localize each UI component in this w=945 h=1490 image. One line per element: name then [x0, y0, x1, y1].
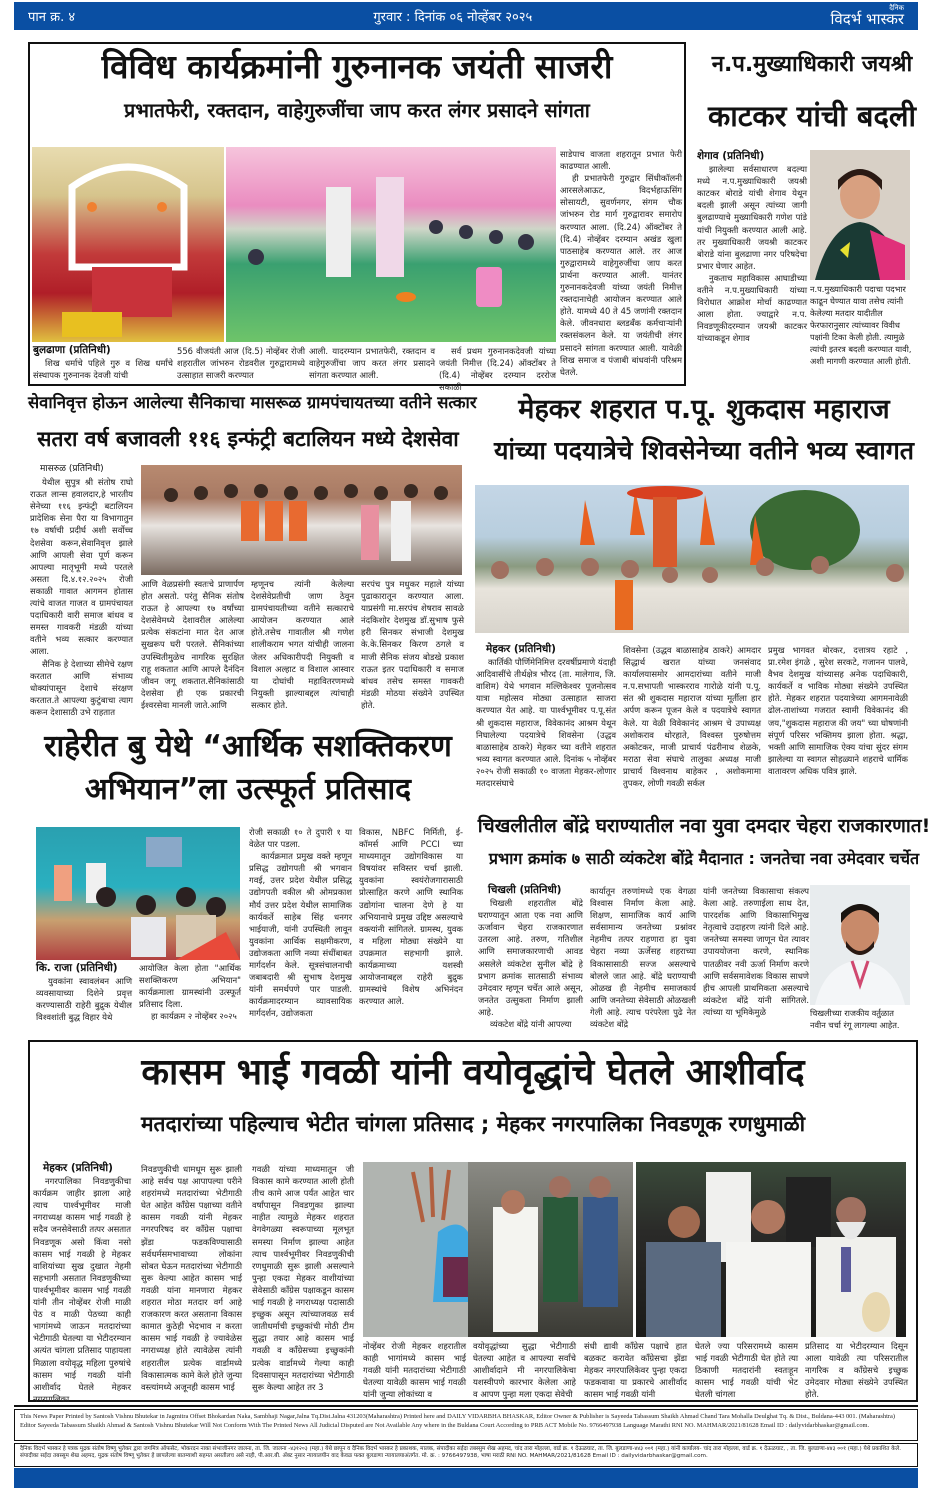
photo-kasam-elders — [636, 1162, 906, 1337]
story7-col3: गवळी यांच्या माध्यमातून जी विकास कामे करण्यात आली होती तीच कामे आज पर्यंत आहेत चार वर्षांपासून निवडणुका झाल्या नाहीत त्यामुळे मेहकर शहरात वेगवेगळ्या स्वरूपाच्या मूलभूत समस्या निर्माण झाल्या आहेत त्याच पार्श्वभूमीवर निवडणुकीची रणधुमाळी सुरू झाली असल्याने पुन्हा एकदा मेहकर वाशीयांच्या सेवेसाठी कॉंग्रेस पक्षाकडून कासम भाई गवळी हे नगराध्यक्ष पदासाठी इच्छुक असून त्यांच्याजवळ सर्व जातीधर्माची इच्छुकांची मोठी टीम सुद्धा तयार आहे कासम भाई गवळी व कॉंग्रेसच्या इच्छुकांनी प्रत्येक वार्डामध्ये गेल्या काही दिवसापासून मतदारांच्या भेटीगाठी सुरू केल्या आहेत तर 3 — [252, 1164, 354, 1392]
story7-col6: संधी द्यावी कॉंग्रेस पक्षाचे हात बळकट करावेत कॉंग्रेसचा झेंडा मेहकर नगरपालिकेवर पुन्हा एकदा फडकवावा या प्रकारचे आशीर्वाद कासम भाई गवळी यांनी — [584, 1341, 687, 1400]
issue-date: गुरवार : दिनांक ०६ नोव्हेंबर २०२५ — [373, 10, 533, 25]
logo-small: दैनिक — [889, 4, 904, 12]
story7-col1: मेहकर (प्रतिनिधी) नगरपालिका निवडणुकीचा कार्यक्रम जाहीर झाला आहे त्याच पार्श्वभूमीवर माजी नगराध्यक्ष कासम भाई गवळी हे सदैव जनसेवेसाठी तत्पर असतात निवडणूक असो किंवा नसो कासम भाई गवळी हे मेहकर वाशियांच्या सुख दुखात नेहमी सहभागी असतात निवडणुकीच्या पार्श्वभूमीवर कासम भाई गवळी यांनी तीन नोव्हेंबर रोजी माळी पेठ व माळी पेठच्या काही भागांमध्ये जाऊन मतदारांच्या भेटीगाठी घेतल्या या भेटीदरम्यान अत्यंत चांगला प्रतिसाद पाहायला मिळाला वयोवृद्ध महिला पुरुषांचे कासम भाई गवळी यांनी आशीर्वाद घेतले मेहकर नगरपालिका — [33, 1162, 131, 1404]
dateline-buldhana: बुलढाणा (प्रतिनिधी) — [33, 344, 111, 356]
story4-col1: मेहकर (प्रतिनिधी) कार्तिकी पौर्णिमेनिमित्त दरवर्षीप्रमाणे यंदाही आदिवासींचे तीर्थक्षेत्र भौरद (ता. मालेगाव, जि. वाशिम) येथे भगवान मल्लिकेश्वर पूजनोत्सव यात्रा महोत्सव मोठ्या उत्साहात साजरा करण्यात येत आहे. या पार्श्वभूमीवर प.पू.संत श्री शुकदास महाराज, विवेकानंद आश्रम येथून निघालेल्या पदयात्रेचे शिवसेना (उद्धव बाळासाहेब ठाकरे) मेहकर च्या वतीने शहरात भव्य स्वागत करण्यात आले. दिनांक ५ नोव्हेंबर २०२५ रोजी सकाळी १० वाजता मेहकर-लोणार मतदारसंघाचे — [476, 643, 616, 789]
headline-bondre: चिखलीतील बोंद्रे घराण्यातील नवा युवा दमदार चेहरा राजकारणात! — [477, 815, 931, 837]
greeting-illustration — [363, 1162, 633, 1337]
story7-col5: वयोवृद्धांच्या सुद्धा भेटीगाठी घेतल्या आहेत व आपल्या सर्वांचे आशीर्वादाने मी नगरपालिकेचा यशस्वीपणे कारभार केलेला आहे व आपण पुन्हा मला एकदा सेवेची — [473, 1341, 576, 1400]
photo-langar — [226, 147, 556, 342]
subhead-sainik: सतरा वर्ष बजावली ११६ इन्फंट्री बटालियन मध्ये देशसेवा — [37, 427, 459, 451]
story7-col2: निवडणुकीची धामधूम सुरू झाली आहे सर्वच पक्ष आपापल्या परीने शहरांमध्ये मतदारांच्या भेटीगाठी घेत आहेत कॉंग्रेस पक्षाच्या वतीने कासम गवळी यांनी मेहकर नगरपरिषद वर कॉंग्रेस पक्षाचा झेंडा फडकविण्यासाठी सर्वधर्मसमभावाच्या लोकांना सोबत घेऊन मतदारांच्या भेटीगाठी सुरू केल्या आहेत कासम भाई गवळी यांना मानणारा मेहकर शहरात मोठा मतदार वर्ग आहे राजकारण करत असताना विकास कामात कुठेही भेदभाव न करता कासम भाई गवळी हे ज्यावेळेस नगराध्यक्ष होते त्यावेळेस त्यांनी शहरातील प्रत्येक वार्डामध्ये विकासात्मक कामे केले होते जुन्या वस्त्यांमध्ये अजूनही कासम भाई — [141, 1164, 242, 1392]
story1-col4: सर्व प्रथम गुरुनानकदेवजी यांच्या जयंती निमीत्त (दि.24) ऑक्टोंबर ते (दि.4) नोव्हेंबर दरम्यान दररोज सकाळी — [439, 346, 556, 393]
story1-col3: आली. यादरम्यान प्रभातफेरी, रक्तदान व वाहेगुरुजींचा जाप करत लंगर प्रसादने सांगता करण्यात आली. — [309, 346, 435, 381]
story6-col3: यांनी जनतेच्या विकासाचा संकल्प केला आहे. तरुणाईला साथ देत, पारदर्शक आणि विकासाभिमुख नेतृत्वाचे उदाहरण त्यांनी दिले आहे. जनतेच्या समस्या जाणून घेत त्यावर उपाययोजना करणे, स्थानिक पातळीवर नवी ऊर्जा निर्माण करणे आणि सर्वसमावेशक विकास साधणे हीच आपली प्राथमिकता असल्याचे व्यंकटेश बोंद्रे यांनी सांगितले. त्यांच्या या भूमिकेमुळे — [703, 886, 809, 1017]
photo-aarthik-event — [36, 827, 240, 960]
subhead-kasam: मतदारांच्या पहिल्याच भेटीत चांगला प्रतिसाद ; मेहकर नगरपालिका निवडणूक रणधुमाळी — [140, 1112, 806, 1136]
masthead-bar — [14, 2, 918, 30]
newspaper-logo — [831, 5, 904, 27]
story1-col1: बुलढाणा (प्रतिनिधी) शिख धर्माचे पहिले गुरु व शिख धर्मांचे संस्थापक गुरुनानक देवजी यांची — [33, 344, 173, 381]
story6-col2: कार्यातून तरुणांमध्ये एक वेगळा विश्वास निर्माण केला आहे. शिक्षण, सामाजिक कार्य आणि सर्वसामान्य जनतेच्या प्रश्नांवर नेहमीच तत्पर राहणारा हा युवा चेहरा नव्या ऊर्जेसह शहराच्या विकासासाठी सज्ज असल्याचे बोलले जात आहे. बोंद्रे घराण्याची ओळख ही नेहमीच समाजकार्य आणि जनतेच्या सेवेसाठी ओळखली गेली आहे. त्याच परंपरेला पुढे नेत व्यंकटेश बोंद्रे — [590, 886, 696, 1030]
photo-bondre — [810, 885, 910, 1005]
story4-col2: शिवसेना (उद्धव बाळासाहेब ठाकरे) आमदार सिद्धार्थ खरात यांच्या जनसंवाद कार्यालयासमोर आमदारांच्या वतीने माजी न.प.सभापती भास्करराव गारोळे यांनी प.पू. संत श्री शुकदास महाराज यांच्या मूर्तीला हार अर्पण करून पूजन केले व पदयात्रेचे स्वागत केले. या वेळी विवेकानंद आश्रम चे उपाध्यक्ष अशोकराव थोरहाते, विश्वस्त पुरुषोत्तम अकोटकर, माजी प्राचार्य पंढरीनाथ शेळके, मराठा सेवा संघाचे तालुका अध्यक्ष माजी प्राचार्य विश्वनाथ बाहेकर , अशोकमामा तुपकर, लोणी गवळी सर्कल — [623, 645, 761, 789]
headline-gurunanak: विविध कार्यक्रमांनी गुरुनानक जयंती साजरी — [101, 47, 613, 86]
langar-illustration — [226, 147, 556, 342]
dateline-shegaon: शेगाव (प्रतिनिधी) — [697, 150, 765, 162]
story5-col3: रोजी सकाळी १० ते दुपारी १ या वेळेत पार पडला. कार्यक्रमात प्रमुख वक्ते म्हणून प्रसिद्ध उद्योगपती श्री भगवान गवई, उत्तर प्रदेश येथील प्रसिद्ध उद्योगपती वकील श्री ओमप्रकाश मौर्य उत्तर प्रदेश येथील सामाजिक कार्यकर्ते साहेब सिंह धनगर भाईयाजी, यांनी उपस्थिती लावून युवकांना आर्थिक सक्षमीकरण, उद्योजकता आणि नव्या संधींबाबत मार्गदर्शन केले. सूत्रसंचालनाची जबाबदारी श्री सुभाष देशमुख यांनी समर्थपणे पार पाडली. कार्यक्रमादरम्यान व्यावसायिक मार्गदर्शन, उद्योजकता — [249, 827, 352, 1019]
photo-kasam-greeting — [363, 1162, 633, 1337]
story7-col4: नोव्हेंबर रोजी मेहकर शहरातील काही भागांमध्ये कासम भाई गवळी यांनी मतदारांच्या भेटीगाठी घेतल्या यावेळी कासम भाई गवळी यांनी जुन्या लोकांच्या व — [363, 1341, 466, 1400]
dateline-mehkar-2: मेहकर (प्रतिनिधी) — [43, 1162, 113, 1174]
subhead-bondre: प्रभाग क्रमांक ७ साठी व्यंकटेश बोंद्रे मैदानात : जनतेचा नवा उमेदवार चर्चेत — [488, 849, 920, 868]
footer-imprint-marathi: दैनिक विदर्भ भास्कर हे पत्रक मुद्रक संतोष विष्णू भुतेकर द्वारा जगमित्र ऑफसेट, भोकरदन नाका संभाजीनगर जालना, ता. जि. जालना -४३१२०३ (महा.) येथे छापून व दैनिक विदर्भ भास्कर हे प्रकाशक, मालक, संपादीका सईदा तबस्सुम शेख अहमद, चांद तारा मोहल्ला, वार्ड क्र. १ देऊळघाट, ता. जि. बुलडाणा-४४३ ००१ (महा.) यांनी कार्यालय- चांद तारा मोहल्ला, वार्ड क्र. १ देऊळघाट, , ता. जि. बुलडाणा-४४३ ००१ (महा.) येथे प्रकाशित केले. संपादीका सईदा तबस्सुम शेख अहमद, मुद्रक संतोष विष्णू भुतेकर हे छापलेल्या बातम्याशी सहमत असतीलच असे नाही, पी.आर.बी. ॲक्ट नुसार न्यायालयीन वाद केवळ फक्त बुलडाणा न्यायालयाअंतर्गत. मो. क्र. : 9766497938, भाषा मराठी RNI NO. MAHMAR/2021/81628 Email ID : dailyvidarbhaskar@gmail.com. — [14, 1443, 918, 1467]
bottom-bar — [14, 1468, 918, 1488]
headline-shukdas-2: यांच्या पदयात्रेचे शिवसेनेच्या वतीने भव्य स्वागत — [493, 436, 915, 465]
story5-col1: कि. राजा (प्रतिनिधी) युवकांना स्वावलंबन आणि व्यवसायाच्या दिशेने प्रवृत्त करण्यासाठी राहेरी बुद्रुक येथील विश्वशांती बुद्ध विहार येथे — [36, 962, 132, 1023]
headline-aarthik-1: राहेरीत बु येथे “आर्थिक सशक्तिकरण — [44, 729, 452, 764]
story3-col4: सरपंच पुत्र मधुकर महाले यांच्या पुढाकारातून करण्यात आला. याप्रसंगी मा.सरपंच शेषराव सावळे नंदकिशोर देशमुख डॉ.सुभाष फुसे हरी सिनकर संभाजी देशमुख के.के.सिनकर किरण ठगले व माजी सैनिक संजय बोडखे प्रकाश राऊत इतर पदाधिकारी व समाज बांधव तसेच समस्त गावकरी मंडळी मोठया संख्येने उपस्थित होते. — [361, 579, 464, 710]
logo-text: विदर्भ भास्कर — [830, 10, 904, 28]
photo-padyatra-welcome — [475, 485, 909, 633]
katkar-caption: न.प.मुख्याधिकारी पदाचा पदभार काढून घेण्यात यावा तसेच त्यांनी केलेल्या मतदार यादीतील फेरफारानुसार त्यांच्यावर विवीध पक्षांनी टिका केली होती. त्यामुळे त्यांची इतरत्र बदली करण्यात यावी, अशी मागणी करण्यात आली होती. — [810, 284, 912, 366]
story1-col2: 556 वीजयंती आज (दि.5) नोव्हेंबर रोजी शहरातील जांभरुन रोडवरील गुरुद्वारामध्ये उत्साहात साजरी करण्यात — [177, 346, 305, 381]
dateline-chikhli: चिखली (प्रतिनिधी) — [488, 884, 562, 896]
footer-imprint-english: This News Paper Printed by Santosh Vishnu Bhutekar in Jagmitra Offset Bhokardan Naka, Sambhaji Nagar,Jalna Tq.Dist.Jalna 431203(Maharashtra) Printed here and DAILY VIDARBHA BHASKAR, Editor Owner & Publisher is Sayeeda Tabassum Shaikh Ahmad Chand Tara Mohalla Deulghat Tq. & Dist., Buldana-443 001. (Maharashtra) Editor Sayeeda Tabassum Shaikh Ahmad & Santosh Vishnu Bhutekar Will Not Conform With The Printed News All Judicial Disputed are Not Available Any where in the Buldana Court According to PRB ACT Mobile No. 9766497938 Language Marathi RNI NO. MAHMAR/2021/81628 Email ID : dailyvidarbhaskar@gmail.com. — [14, 1409, 918, 1441]
dateline-masrul: मासरुळ (प्रतिनिधी) — [40, 464, 104, 474]
headline-katkar-1: न.प.मुख्याधिकारी जयश्री — [711, 52, 913, 77]
story1-col5: साडेपाच वाजता शहरातून प्रभात फेरी काढण्यात आली. ही प्रभातफेरी गुरुद्वार सिंधीकॉलनी आरसलेआऊट, विदर्भहाऊसिंग सोसायटी, सुवर्णनगर, संगम चौक जांभरुन रोड मार्ग गुरुद्वारावर समारोप करण्यात आला. (दि.24) ऑक्टोंबर ते (दि.4) नोव्हेंबर दरम्यान अखंड खुला पाठसाहेब करण्यात आले. तर आज गुरुद्वारामध्ये वाहेगुरुजींचा जाप करत प्रार्थना करण्यात आली. यानंतर गुरुनानकदेवजी यांच्या जयंती निमीत्त रक्तदानाचेही आयोजन करण्यात आले होते. यामध्ये 40 ते 45 जणांनी रक्तदान केले. जीवनधारा ब्लडबँक कर्मचाऱ्यांनी रक्तसंकलन केले. या जयंतीची लंगर प्रसादने सांगता करण्यात आली. यावेळी शिख समाज व पंजाबी बांधवांनी परिश्रम घेतले. — [560, 149, 682, 377]
altar-illustration — [32, 147, 224, 342]
headline-katkar-2: काटकर यांची बदली — [707, 99, 917, 133]
dateline-mehkar: मेहकर (प्रतिनिधी) — [486, 643, 556, 655]
story3-col2: आणि वेळप्रसंगी स्वतःचे प्राणार्पण होत असतो. परंतु सैनिक संतोष राऊत हे आपल्या १७ वर्षांच्या देशसेवेमध्ये देशावरील आलेल्या प्रत्येक संकटांना मात देत आज सुखरूप घरी परतले. सैनिकांच्या उपस्थितीमुळेच नागरिक सुरक्षित राहू शकतात आणि आपले दैनंदिन जीवन जगू शकतात.सैनिकांसाठी देशसेवा ही एक प्रकारची ईश्वरसेवा मानली जाते.आणि — [141, 579, 244, 710]
story3-col3: म्हणूनच त्यांनी केलेल्या देशसेवेप्रतीची जाण ठेवून ग्रामपंचायतीच्या वतीने सत्काराचे आयोजन करण्यात आले होते.तसेच गावातील श्री गणेश शालीकराम भगत यांचीही जालना जेलर अधिकारीपदी नियुक्ती व विशाल अल्हाट व विशाल आस्वार या दोघांची महावितरणमध्ये नियुक्ती झाल्याबद्दल त्यांचाही सत्कार होते. — [251, 579, 354, 710]
headline-aarthik-2: अभियान”ला उत्स्फूर्त प्रतिसाद — [84, 772, 412, 807]
page-number: पान क्र. ४ — [28, 10, 76, 25]
story5-col2: आयोजित केला होता "आर्थिक सशक्तिकरण अभियान" कार्यक्रमाला ग्रामस्थांनी उत्स्फूर्त प्रतिसाद दिला. हा कार्यक्रम २ नोव्हेंबर २०२५ — [139, 963, 241, 1022]
dateline-kiraja: कि. राजा (प्रतिनिधी) — [36, 962, 118, 974]
headline-sainik: सेवानिवृत्त होऊन आलेल्या सैनिकाचा मासरूळ ग्रामपंचायतच्या वतीने सत्कार — [28, 393, 477, 412]
story3-col1: मासरुळ (प्रतिनिधी) येथील सुपुत्र श्री संतोष राघो राऊत लान्स हवालदार,हे भारतीय सेनेच्या ११६ इन्फंट्री बटालियन प्रादेशिक सेना पैरा या विभागातुन १७ वर्षाची प्रदीर्घ अशी सर्वोच्च देशसेवा करून,सेवानिवृत्त झाले आणि आपली सेवा पूर्ण करून आपल्या मातृभूमी मध्ये परतले असता दि.४.१२.२०२५ रोजी सकाळी गावात आगमन होतास त्यांचे वाजत गाजत व ग्रामपंचायत पदाधिकारी वारी समाज बांधव व समस्त गावकरी मंडळी यांच्या वतीने भव्य सत्कार करण्यात आला. सैनिक हे देशाच्या सीमेचे रक्षण करतात आणि संभाव्य धोक्यांपासून देशाचे संरक्षण करतात.ते आपल्या कुटुंबाचा त्याग करून देशासाठी उभे राहतात — [30, 464, 133, 717]
story7-col8: प्रतिसाद या भेटीदरम्यान दिसून आला यावेळी त्या परिसरातील नागरिक व कॉंग्रेसचे इच्छुक उमेदवार मोठ्या संख्येने उपस्थित होते. — [805, 1341, 908, 1400]
story7-col7: घेतले ज्या परिसरामध्ये कासम भाई गवळी भेटीगाठी घेत होते त्या ठिकाणी मतदारांनी स्वतःहून कासम भाई गवळी यांची भेट घेतली चांगला — [695, 1341, 798, 1400]
portrait-man — [810, 885, 910, 1005]
story2-col1: शेगाव (प्रतिनिधी) झालेल्या सर्वसाधारण बदल्या मध्ये न.प.मुख्याधिकारी जयश्री काटकर बोराडे यांची शेगाव येथून बदली झाली असून त्यांच्या जागी बुलढाण्याचे मुख्याधिकारी गणेश पांडे यांची नियुक्ती करण्यात आली आहे. तर मुख्याधिकारी जयश्री काटकर बोराडे यांना बुलढाणा नगर परिषदेचा प्रभार घेणार आहेत. नुकताच महाविकास आघाडीच्या वतीने न.प.मुख्याधिकारी यांच्या विरोधात आक्रोश मोर्चा काढण्यात आला होता. ज्याद्वारे न.प. निवडणूकीदरम्यान जयश्री काटकर यांच्याकडून शेगाव — [697, 150, 807, 344]
story5-col4: विकास, NBFC निर्मिती, ई-कॉमर्स आणि PCCI च्या माध्यमातून उद्योगविकास या विषयांवर सविस्तर चर्चा झाली. युवकांना स्वयंरोजगारासाठी प्रोत्साहित करणे आणि स्थानिक उद्योगांना चालना देणे हे या अभियानाचे प्रमुख उद्दिष्ट असल्याचे वक्त्यांनी सांगितले. ग्रामस्थ, युवक व महिला मोठ्या संख्येने या उपक्रमात सहभागी झाले. कार्यक्रमाच्या यशस्वी आयोजनाबद्दल राहेरी बुद्रुक ग्रामस्थांचे विशेष अभिनंदन करण्यात आले. — [359, 827, 463, 1007]
portrait-woman — [810, 150, 910, 280]
headline-kasam: कासम भाई गवळी यांनी वयोवृद्धांचे घेतले आशीर्वाद — [141, 1052, 805, 1093]
group-illustration — [141, 465, 462, 575]
procession-illustration — [475, 485, 909, 633]
elders-illustration — [636, 1162, 906, 1337]
photo-sainik-felicitation — [141, 465, 462, 575]
story6-col1: चिखली (प्रतिनिधी) चिखली शहरातील बोंद्रे घराण्यातून आता एक नवा आणि ऊर्जावान चेहरा राजकारणात उतरला आहे. तरुण, गतिशील आणि समाजकारणाची आवड असलेले व्यंकटेश सुनील बोंद्रे हे प्रभाग क्रमांक सातसाठी संभाव्य उमेदवार म्हणून चर्चेत आले असून, जनतेत उत्सुकता निर्माण झाली आहे. व्यंकटेश बोंद्रे यांनी आपल्या — [478, 884, 583, 1030]
subhead-gurunanak: प्रभातफेरी, रक्तदान, वाहेगुरुजींचा जाप करत लंगर प्रसादने सांगता — [124, 99, 590, 122]
audience-illustration — [36, 827, 240, 960]
photo-katkar — [810, 150, 910, 280]
story4-col3: प्रमुख भागवत बोरकर, दत्तात्रय रहाटे , प्रा.रमेश इंगळे , सुरेश सरकटे, गजानन पालवे, वैभव देशमुख यांच्यासह अनेक पदाधिकारी, कार्यकर्ते व भाविक मोठ्या संख्येने उपस्थित होते. मेहकर शहरात पदयात्रेच्या आगमनावेळी ढोल-ताशांच्या गजरात स्वामी विवेकानंद की जय,"शुकदास महाराज की जय" च्या घोषणांनी संपूर्ण परिसर भक्तिमय झाला होता. श्रद्धा, भक्ती आणि सामाजिक ऐक्य यांचा सुंदर संगम झालेल्या या स्वागत सोहळ्याने शहराचे धार्मिक वातावरण अधिक पवित्र झाले. — [768, 645, 908, 776]
headline-shukdas-1: मेहकर शहरात प.पू. शुकदास महाराज — [518, 394, 890, 425]
bondre-caption: चिखलीच्या राजकीय वर्तुळात नवीन चर्चा रंगू लागल्या आहेत. — [810, 1008, 900, 1030]
photo-gurudwara-altar — [32, 147, 224, 342]
footer-rule — [14, 1405, 918, 1407]
